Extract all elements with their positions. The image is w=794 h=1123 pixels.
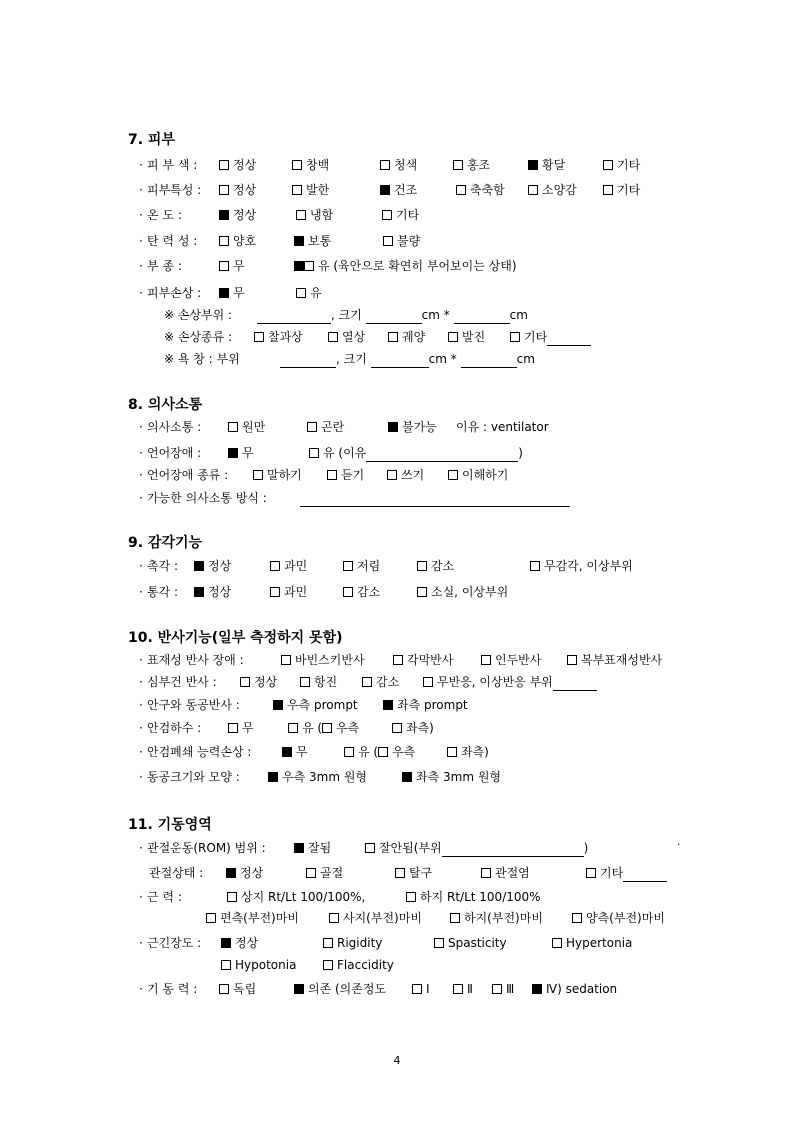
option-label: 상지 Rt/Lt 100/100%, [241, 890, 366, 904]
checkbox[interactable] [423, 677, 433, 687]
option-label: 관절염 [495, 866, 530, 880]
checkbox[interactable] [288, 723, 298, 733]
option-label: 기타 [396, 208, 420, 222]
reason-text: 이유 : ventilator [456, 420, 549, 434]
option-label: 무 [233, 286, 245, 300]
size-text: , 크기 [336, 352, 367, 366]
checkbox-checked[interactable] [228, 448, 238, 458]
option-label: 기타 [600, 866, 624, 880]
checkbox[interactable] [453, 984, 463, 994]
checkbox[interactable] [603, 160, 613, 170]
section-7-title: 7. 피부 [128, 132, 175, 148]
checkbox[interactable] [296, 210, 306, 220]
option-label: 정상 [208, 559, 232, 573]
other-field[interactable] [623, 869, 667, 882]
checkbox[interactable] [227, 892, 237, 902]
checkbox[interactable] [552, 938, 562, 948]
checkbox[interactable] [219, 236, 229, 246]
option-label: 좌측 prompt [397, 698, 468, 712]
checkbox-checked[interactable] [294, 236, 304, 246]
option-label: 기타 [617, 158, 641, 172]
checkbox[interactable] [228, 422, 238, 432]
checkbox[interactable] [329, 913, 339, 923]
option-label: 쓰기 [401, 468, 425, 482]
option-label: 골절 [320, 866, 344, 880]
size-field[interactable] [454, 311, 510, 324]
ulcer-row [0, 350, 794, 368]
checkbox[interactable] [221, 960, 231, 970]
option-label: 축축함 [470, 183, 505, 197]
checkbox[interactable] [307, 422, 317, 432]
option-label: 하지 Rt/Lt 100/100% [420, 890, 541, 904]
skin-color-label: 피 부 색 : [147, 158, 198, 172]
option-label: 양호 [233, 234, 257, 248]
option-label: 각막반사 [407, 653, 454, 667]
checkbox[interactable] [219, 160, 229, 170]
option-label: 의존 (의존정도 [308, 982, 387, 996]
option-label: Hypotonia [235, 958, 297, 972]
option-label: 사지(부전)마비 [343, 911, 422, 925]
option-label: Spasticity [448, 936, 507, 950]
site-field[interactable] [553, 678, 597, 691]
checkbox[interactable] [434, 938, 444, 948]
ptosis-row: · 안검하수 : 무 유 ( 우측 좌측) [139, 721, 434, 735]
checkbox-checked[interactable] [194, 587, 204, 597]
section-8-title: 8. 의사소통 [128, 397, 203, 413]
checkbox-checked[interactable] [294, 843, 304, 853]
page-number: 4 [393, 1054, 401, 1067]
option-label: 정상 [233, 183, 257, 197]
option-label: 무 [242, 446, 254, 460]
size-field[interactable] [461, 355, 517, 368]
option-label: 소양감 [542, 183, 577, 197]
muscle-tone-row-2 [0, 956, 794, 974]
option-label: 찰과상 [268, 330, 303, 344]
checkbox[interactable] [603, 185, 613, 195]
touch-label: 촉각 : [147, 559, 179, 573]
option-label: 청색 [394, 158, 418, 172]
option-label: 곤란 [321, 420, 345, 434]
option-label: 유 (육안으로 확연히 부어보이는 상태) [318, 259, 517, 273]
option-label: 좌측) [406, 721, 434, 735]
option-label: 무 [242, 721, 254, 735]
checkbox[interactable] [448, 470, 458, 480]
option-label: 소실, 이상부위 [431, 585, 509, 599]
unit-text: cm [509, 308, 528, 322]
checkbox[interactable] [365, 843, 375, 853]
option-label: Flaccidity [337, 958, 394, 972]
checkbox[interactable] [528, 185, 538, 195]
option-label: 정상 [254, 675, 278, 689]
checkbox[interactable] [450, 913, 460, 923]
checkbox[interactable] [393, 655, 403, 665]
option-label: 양측(부전)마비 [586, 911, 665, 925]
checkbox[interactable] [296, 288, 306, 298]
muscle-tone-row: · 근긴장도 : 정상 Rigidity Spasticity Hypertonia [139, 936, 633, 950]
option-label: 창백 [306, 158, 330, 172]
checkbox[interactable] [309, 448, 319, 458]
option-label: 독립 [233, 982, 257, 996]
checkbox[interactable] [240, 677, 250, 687]
checkbox[interactable] [378, 747, 388, 757]
checkbox[interactable] [567, 655, 577, 665]
damage-site-row [0, 306, 794, 324]
option-label: 무반응, 이상반응 부위 [437, 675, 553, 689]
option-label: 유 (이유 [323, 446, 367, 460]
pupil-reflex-label: 안구와 동공반사 : [147, 698, 240, 712]
checkbox-checked[interactable] [532, 984, 542, 994]
checkbox[interactable] [510, 332, 520, 342]
option-label: 감소 [357, 585, 381, 599]
checkbox[interactable] [362, 677, 372, 687]
checkbox[interactable] [456, 185, 466, 195]
skin-damage-row: · 피부손상 : 무 유 [139, 286, 322, 300]
skin-damage-label: 피부손상 : [147, 286, 202, 300]
checkbox-checked[interactable] [402, 772, 412, 782]
checkbox[interactable] [219, 185, 229, 195]
checkbox[interactable] [448, 332, 458, 342]
checkbox[interactable] [306, 868, 316, 878]
checkbox-checked[interactable] [383, 700, 393, 710]
checkbox-checked[interactable] [388, 422, 398, 432]
comm-method-label: 가능한 의사소통 방식 : [147, 491, 267, 505]
superficial-reflex-label: 표재성 반사 장애 : [147, 653, 244, 667]
option-label: 보통 [308, 234, 332, 248]
option-label: 잘됨 [308, 841, 332, 855]
checkbox[interactable] [383, 236, 393, 246]
option-label: Ⅰ [426, 982, 430, 996]
paren-text: ) [583, 841, 589, 855]
option-label: 냉함 [310, 208, 334, 222]
joint-state-label: 관절상태 : [149, 866, 204, 880]
option-label: 이해하기 [462, 468, 509, 482]
checkbox[interactable] [292, 160, 302, 170]
option-label: 우측 prompt [287, 698, 358, 712]
margin-mark: · [677, 840, 681, 851]
option-label: 항진 [314, 675, 338, 689]
checkbox[interactable] [304, 261, 314, 271]
checkbox[interactable] [228, 723, 238, 733]
option-label: Ⅳ) sedation [546, 982, 618, 996]
checkbox[interactable] [572, 913, 582, 923]
option-label: 말하기 [267, 468, 302, 482]
superficial-reflex-row: · 표재성 반사 장애 : 바빈스키반사 각막반사 인두반사 복부표재성반사 [139, 653, 663, 667]
unit-text: cm [516, 352, 535, 366]
rom-label: 관절운동(ROM) 범위 : [147, 841, 266, 855]
checkbox[interactable] [481, 868, 491, 878]
option-label: 과민 [284, 585, 308, 599]
size-field[interactable] [366, 311, 422, 324]
speech-disorder-row: · 언어장애 : 무 유 (이유 ) [139, 446, 523, 460]
option-label: 유 [310, 286, 322, 300]
unit-text: cm * [421, 308, 450, 322]
communication-label: 의사소통 : [147, 420, 202, 434]
deep-reflex-label: 심부건 반사 : [147, 675, 217, 689]
option-label: 불가능 [402, 420, 437, 434]
ulcer-label: ※ 욕 창 : 부위 [164, 352, 240, 366]
option-label: 정상 [233, 208, 257, 222]
option-label: 무 [296, 745, 308, 759]
size-field[interactable] [371, 355, 429, 368]
option-label: 감소 [376, 675, 400, 689]
checkbox[interactable] [219, 984, 229, 994]
checkbox[interactable] [387, 470, 397, 480]
option-label: 발진 [462, 330, 486, 344]
damage-type-row [0, 328, 794, 346]
option-label: 정상 [233, 158, 257, 172]
option-label: 인두반사 [495, 653, 542, 667]
option-label: 열상 [342, 330, 366, 344]
checkbox[interactable] [343, 587, 353, 597]
checkbox[interactable] [586, 868, 596, 878]
option-label: 건조 [394, 183, 418, 197]
speech-disorder-label: 언어장애 : [147, 446, 202, 460]
rom-row: · 관절운동(ROM) 범위 : 잘됨 잘안됨(부위 ) [139, 841, 589, 855]
option-label: 무 [233, 259, 245, 273]
skin-trait-row: · 피부특성 : 정상 발한 건조 축축함 소양감 기타 [139, 183, 641, 197]
checkbox[interactable] [327, 470, 337, 480]
section-11-title: 11. 기동영역 [128, 817, 212, 833]
site-field[interactable] [442, 844, 584, 857]
skin-elastic-label: 탄 력 성 : [147, 234, 198, 248]
checkbox-checked[interactable] [226, 868, 236, 878]
option-label: 기타 [524, 330, 548, 344]
option-label: 정상 [240, 866, 264, 880]
speech-kind-row: · 언어장애 종류 : 말하기 듣기 쓰기 이해하기 [139, 468, 509, 482]
skin-elastic-row: · 탄 력 성 : 양호 보통 불량 [139, 234, 421, 248]
checkbox[interactable] [300, 677, 310, 687]
checkbox[interactable] [395, 868, 405, 878]
checkbox[interactable] [343, 561, 353, 571]
pupil-reflex-row: · 안구와 동공반사 : 우측 prompt 좌측 prompt [139, 698, 468, 712]
checkbox-checked[interactable] [268, 772, 278, 782]
option-label: Rigidity [337, 936, 383, 950]
checkbox[interactable] [453, 160, 463, 170]
checkbox[interactable] [344, 747, 354, 757]
paren-text: ) [518, 446, 523, 460]
checkbox[interactable] [323, 960, 333, 970]
eyelid-closure-label: 안검폐쇄 능력손상 : [147, 745, 252, 759]
checkbox[interactable] [328, 332, 338, 342]
checkbox-checked[interactable] [294, 261, 304, 271]
option-label: 무감각, 이상부위 [544, 559, 633, 573]
option-label: 좌측 3mm 원형 [416, 770, 502, 784]
checkbox[interactable] [322, 723, 332, 733]
option-label: 유 ( [302, 721, 323, 735]
option-label: Ⅱ [467, 982, 473, 996]
mobility-label: 기 동 력 : [147, 982, 198, 996]
option-label: 우측 [336, 721, 360, 735]
ptosis-label: 안검하수 : [147, 721, 202, 735]
checkbox-checked[interactable] [282, 747, 292, 757]
checkbox[interactable] [388, 332, 398, 342]
option-label: 복부표재성반사 [581, 653, 663, 667]
damage-site-label: ※ 손상부위 : [164, 308, 233, 322]
checkbox[interactable] [447, 747, 457, 757]
checkbox[interactable] [253, 470, 263, 480]
skin-trait-label: 피부특성 : [147, 183, 202, 197]
option-label: 홍조 [467, 158, 491, 172]
site-field[interactable] [257, 311, 331, 324]
damage-type-label: ※ 손상종류 : [164, 330, 233, 344]
option-label: 하지(부전)마비 [464, 911, 543, 925]
checkbox-checked[interactable] [273, 700, 283, 710]
option-label: 감소 [431, 559, 455, 573]
checkbox[interactable] [323, 938, 333, 948]
section-9-title: 9. 감각기능 [128, 535, 203, 551]
checkbox[interactable] [219, 261, 229, 271]
checkbox-checked[interactable] [194, 561, 204, 571]
checkbox-checked[interactable] [219, 210, 229, 220]
skin-temp-row: · 온 도 : 정상 냉함 기타 [139, 208, 420, 222]
option-label: 황달 [542, 158, 566, 172]
option-label: 기타 [617, 183, 641, 197]
other-field[interactable] [547, 333, 591, 346]
pupil-size-row: · 동공크기와 모양 : 우측 3mm 원형 좌측 3mm 원형 [139, 770, 502, 784]
option-label: 편측(부전)마비 [220, 911, 299, 925]
section-10-title: 10. 반사기능(일부 측정하지 못함) [128, 630, 343, 646]
checkbox[interactable] [481, 655, 491, 665]
muscle-label: 근 력 : [147, 890, 182, 904]
reason-field[interactable] [366, 449, 518, 462]
skin-temp-label: 온 도 : [147, 208, 182, 222]
option-label: 바빈스키반사 [295, 653, 365, 667]
option-label: 듣기 [341, 468, 365, 482]
checkbox[interactable] [292, 185, 302, 195]
pain-label: 통각 : [147, 585, 179, 599]
checkbox[interactable] [392, 723, 402, 733]
option-label: Hypertonia [566, 936, 633, 950]
checkbox[interactable] [412, 984, 422, 994]
option-label: 우측 3mm 원형 [282, 770, 368, 784]
edema-label: 부 종 : [147, 259, 182, 273]
checkbox[interactable] [206, 913, 216, 923]
option-label: 유 ( [358, 745, 379, 759]
option-label: 정상 [208, 585, 232, 599]
checkbox-checked[interactable] [219, 288, 229, 298]
checkbox-checked[interactable] [380, 185, 390, 195]
option-label: Ⅲ [506, 982, 515, 996]
joint-state-row [0, 864, 794, 882]
checkbox[interactable] [406, 892, 416, 902]
deep-reflex-row: · 심부건 반사 : 정상 항진 감소 무반응, 이상반응 부위 [0, 673, 794, 691]
checkbox-checked[interactable] [221, 938, 231, 948]
touch-row: · 촉각 : 정상 과민 저림 감소 무감각, 이상부위 [139, 559, 633, 573]
checkbox[interactable] [417, 561, 427, 571]
paralysis-row [0, 909, 794, 927]
muscle-tone-label: 근긴장도 : [147, 936, 202, 950]
site-field[interactable] [280, 355, 336, 368]
checkbox-checked[interactable] [294, 984, 304, 994]
mobility-row: · 기 동 력 : 독립 의존 (의존정도 Ⅰ Ⅱ Ⅲ Ⅳ) sedation [139, 982, 618, 996]
option-label: 과민 [284, 559, 308, 573]
checkbox[interactable] [380, 160, 390, 170]
checkbox[interactable] [492, 984, 502, 994]
pupil-size-label: 동공크기와 모양 : [147, 770, 240, 784]
pain-row: · 통각 : 정상 과민 감소 소실, 이상부위 [139, 585, 509, 599]
method-field[interactable] [300, 494, 570, 507]
checkbox[interactable] [417, 587, 427, 597]
communication-row: · 의사소통 : 원만 곤란 불가능 이유 : ventilator [139, 420, 549, 434]
option-label: 궤양 [402, 330, 426, 344]
muscle-row: · 근 력 : 상지 Rt/Lt 100/100%, 하지 Rt/Lt 100/100% [139, 890, 541, 904]
checkbox[interactable] [270, 587, 280, 597]
checkbox[interactable] [254, 332, 264, 342]
checkbox[interactable] [530, 561, 540, 571]
checkbox[interactable] [382, 210, 392, 220]
option-label: 좌측) [461, 745, 489, 759]
option-label: 정상 [235, 936, 259, 950]
option-label: 원만 [242, 420, 266, 434]
checkbox[interactable] [270, 561, 280, 571]
option-label: 우측 [392, 745, 416, 759]
option-label: 잘안됨(부위 [379, 841, 442, 855]
checkbox-checked[interactable] [528, 160, 538, 170]
unit-text: cm * [428, 352, 457, 366]
size-text: , 크기 [331, 308, 362, 322]
option-label: 저림 [357, 559, 381, 573]
edema-row: · 부 종 : 무 유 (육안으로 확연히 부어보이는 상태) [139, 259, 517, 273]
eyelid-closure-row: · 안검폐쇄 능력손상 : 무 유 ( 우측 좌측) [139, 745, 489, 759]
comm-method-row: · 가능한 의사소통 방식 : [0, 489, 794, 507]
skin-color-row: · 피 부 색 : 정상 창백 청색 홍조 황달 기타 [139, 158, 641, 172]
option-label: 탈구 [409, 866, 433, 880]
checkbox[interactable] [281, 655, 291, 665]
option-label: 발한 [306, 183, 330, 197]
speech-kind-label: 언어장애 종류 : [147, 468, 229, 482]
option-label: 불량 [397, 234, 421, 248]
